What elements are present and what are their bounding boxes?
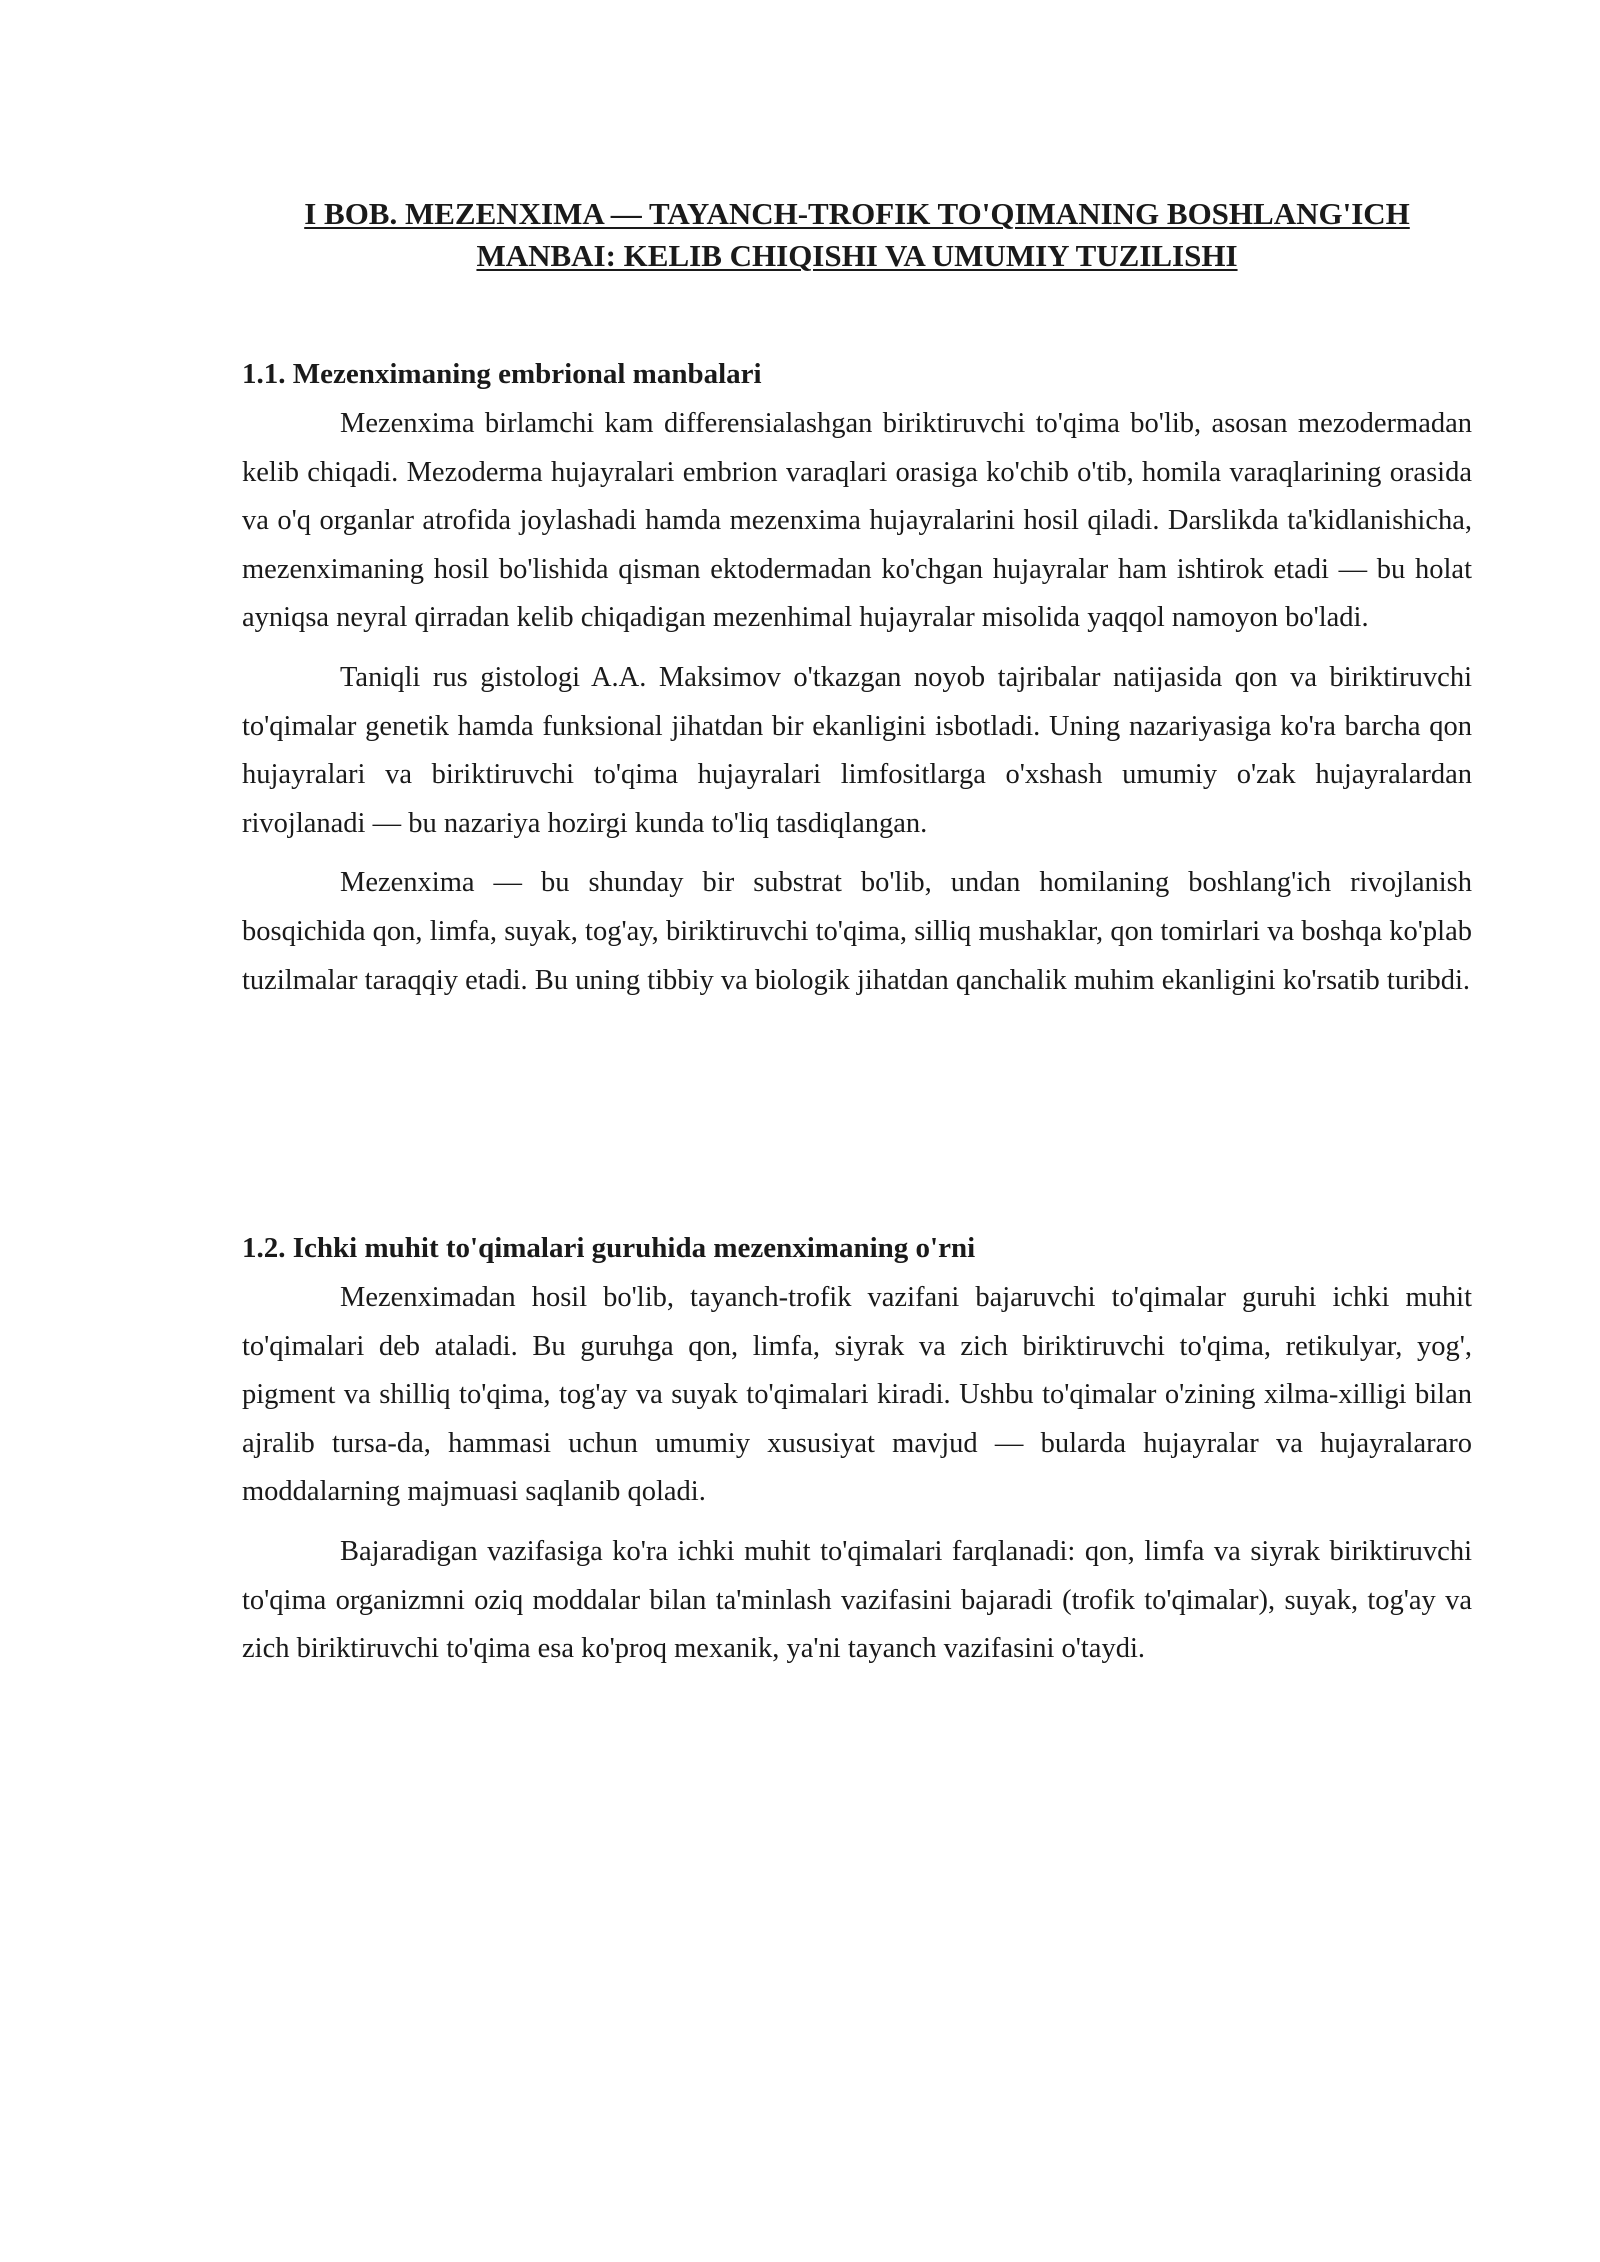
section-heading: 1.1. Mezenximaning embrional manbalari [242,358,762,390]
section-heading: 1.2. Ichki muhit to'qimalari guruhida mezenximaning o'rni [242,1232,976,1264]
paragraph: Taniqli rus gistologi A.A. Maksimov o'tkazgan noyob tajribalar natijasida qon va biriktiruvchi to'qimalar genetik hamda funksional jihatdan bir ekanligini isbotladi. Uning nazariyasiga ko'ra barcha qon hujayralari va biriktiruvchi to'qima hujayralari limfositlarga o'xshash umumiy o'zak hujayralardan rivojlanadi — bu nazariya hozirgi kunda to'liq tasdiqlangan. [242,661,1472,839]
paragraph: Mezenximadan hosil bo'lib, tayanch-trofik vazifani bajaruvchi to'qimalar guruhi ichki muhit to'qimalari deb ataladi. Bu guruhga qon, limfa, siyrak va zich biriktiruvchi to'qima, retikulyar, yog', pigment va shilliq to'qima, tog'ay va suyak to'qimalari kiradi. Ushbu to'qimalar o'zining xilma-xilligi bilan ajralib tursa-da, hammasi uchun umumiy xususiyat mavjud — bularda hujayralar va hujayralararo moddalarning majmuasi saqlanib qoladi. [242,1282,1472,1508]
section-1-2 [242,1228,1472,1685]
section-1-1 [242,354,1472,1016]
paragraph: Bajaradigan vazifasiga ko'ra ichki muhit to'qimalari farqlanadi: qon, limfa va siyrak biriktiruvchi to'qima organizmni oziq moddalar bilan ta'minlash vazifasini bajaradi (trofik to'qimalar), suyak, tog'ay va zich biriktiruvchi to'qima esa ko'proq mexanik, ya'ni tayanch vazifasini o'taydi. [242,1535,1472,1665]
paragraph: Mezenxima birlamchi kam differensialashgan biriktiruvchi to'qima bo'lib, asosan mezodermadan kelib chiqadi. Mezoderma hujayralari embrion varaqlari orasiga ko'chib o'tib, homila varaqlarining orasida va o'q organlar atrofida joylashadi hamda mezenxima hujayralarini hosil qiladi. Darslikda ta'kidlanishicha, mezenximaning hosil bo'lishida qisman ektodermadan ko'chgan hujayralar ham ishtirok etadi — bu holat ayniqsa neyral qirradan kelib chiqadigan mezenhimal hujayralar misolida yaqqol namoyon bo'ladi. [242,408,1472,634]
paragraph: Mezenxima — bu shunday bir substrat bo'lib, undan homilaning boshlang'ich rivojlanish bosqichida qon, limfa, suyak, tog'ay, biriktiruvchi to'qima, silliq mushaklar, qon tomirlari va boshqa ko'plab tuzilmalar taraqqiy etadi. Bu uning tibbiy va biologik jihatdan qanchalik muhim ekanligini ko'rsatib turibdi. [242,867,1472,996]
chapter-title: I BOB. MEZENXIMA — TAYANCH-TROFIK TO'QIMANING BOSHLANG'ICH MANBAI: KELIB CHIQISHI VA UMUMIY TUZILISHI [304,196,1410,273]
